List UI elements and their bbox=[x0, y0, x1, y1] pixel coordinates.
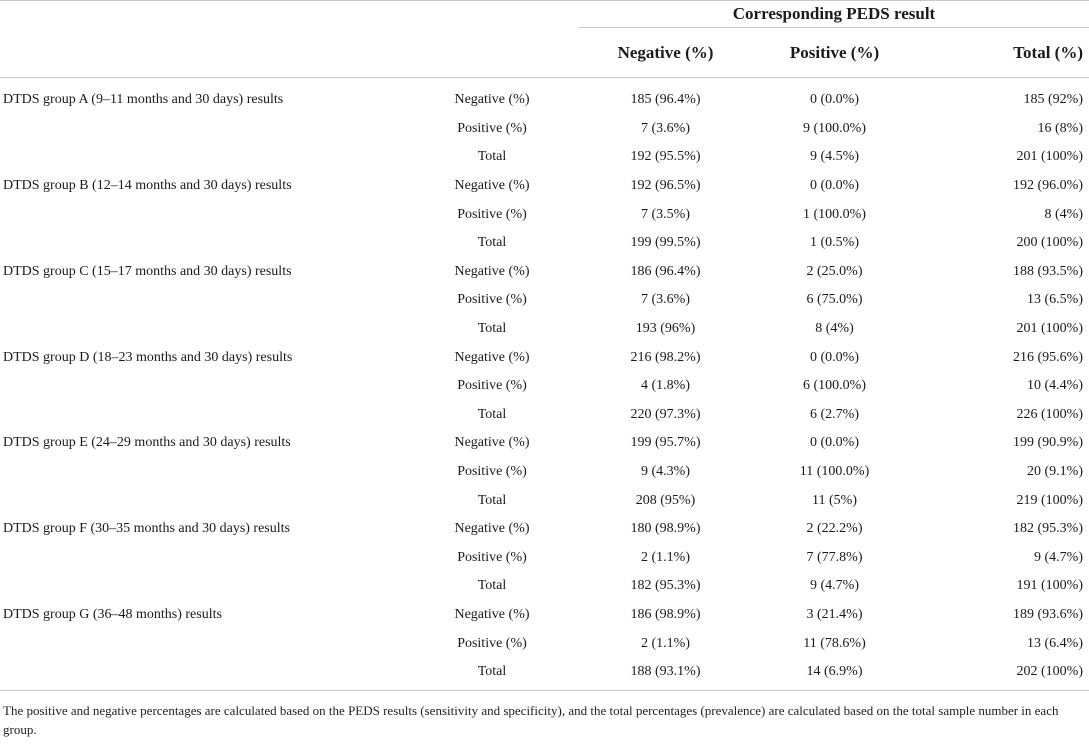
cell-positive: 9 (4.7%) bbox=[810, 578, 859, 594]
table-row bbox=[0, 315, 1089, 344]
group-label bbox=[0, 401, 405, 430]
group-label bbox=[0, 115, 405, 144]
row-category: Positive (%) bbox=[457, 206, 527, 222]
cell-total: 9 (4.7%) bbox=[1034, 549, 1084, 565]
group-label: DTDS group G (36–48 months) results bbox=[3, 606, 222, 622]
cell-total: 20 (9.1%) bbox=[1027, 464, 1084, 480]
row-category: Negative (%) bbox=[454, 435, 530, 451]
table-row bbox=[0, 486, 1089, 515]
cell-negative: 9 (4.3%) bbox=[641, 464, 690, 480]
group-label: DTDS group E (24–29 months and 30 days) results bbox=[3, 435, 291, 451]
row-category: Positive (%) bbox=[457, 549, 527, 565]
cell-positive: 14 (6.9%) bbox=[806, 664, 863, 680]
table-row bbox=[0, 143, 1089, 172]
table-row bbox=[0, 372, 1089, 401]
group-label bbox=[0, 315, 405, 344]
table-row bbox=[0, 115, 1089, 144]
table-row bbox=[0, 601, 1089, 630]
cell-negative: 208 (95%) bbox=[635, 492, 696, 508]
cell-total: 13 (6.5%) bbox=[1027, 292, 1084, 308]
cell-negative: 192 (95.5%) bbox=[630, 149, 701, 165]
row-category: Total bbox=[477, 578, 507, 594]
cell-negative: 4 (1.8%) bbox=[641, 378, 690, 394]
cell-total: 10 (4.4%) bbox=[1027, 378, 1084, 394]
cell-total: 200 (100%) bbox=[1016, 235, 1084, 251]
header-group-title: Corresponding PEDS result bbox=[579, 1, 1089, 28]
column-header-total: Total (%) bbox=[1013, 42, 1084, 62]
cell-positive: 11 (100.0%) bbox=[799, 464, 870, 480]
group-label bbox=[0, 200, 405, 229]
cell-positive: 0 (0.0%) bbox=[810, 349, 859, 365]
row-category: Negative (%) bbox=[454, 521, 530, 537]
cell-positive: 11 (5%) bbox=[812, 492, 857, 508]
group-label bbox=[0, 286, 405, 315]
cell-negative: 199 (99.5%) bbox=[630, 235, 701, 251]
table-row bbox=[0, 229, 1089, 258]
cell-positive: 2 (22.2%) bbox=[806, 521, 863, 537]
group-label bbox=[0, 143, 405, 172]
cell-negative: 193 (96%) bbox=[635, 321, 696, 337]
cell-positive: 9 (4.5%) bbox=[810, 149, 859, 165]
table-row bbox=[0, 258, 1089, 287]
cell-total: 191 (100%) bbox=[1016, 578, 1084, 594]
cell-negative: 186 (98.9%) bbox=[630, 606, 701, 622]
cell-total: 13 (6.4%) bbox=[1027, 635, 1084, 651]
cell-total: 201 (100%) bbox=[1016, 149, 1084, 165]
header-row-group bbox=[0, 1, 1089, 28]
table-row bbox=[0, 401, 1089, 430]
cell-total: 188 (93.5%) bbox=[1013, 263, 1084, 279]
row-category: Negative (%) bbox=[454, 263, 530, 279]
cell-positive: 11 (78.6%) bbox=[803, 635, 866, 651]
row-category: Total bbox=[477, 492, 507, 508]
table-footnote: The positive and negative percentages are calculated based on the PEDS results (sensitivity and specificity), and the total percentages (prevalence) are calculated based on the total sample number in each group. bbox=[3, 703, 1059, 738]
row-category: Positive (%) bbox=[457, 635, 527, 651]
table-row bbox=[0, 200, 1089, 229]
column-header-negative: Negative (%) bbox=[617, 42, 714, 62]
row-category: Total bbox=[477, 235, 507, 251]
cell-positive: 7 (77.8%) bbox=[806, 549, 863, 565]
table-row bbox=[0, 458, 1089, 487]
cell-total: 16 (8%) bbox=[1037, 120, 1084, 136]
cell-total: 185 (92%) bbox=[1023, 92, 1084, 108]
row-category: Positive (%) bbox=[457, 120, 527, 136]
cell-total: 216 (95.6%) bbox=[1013, 349, 1084, 365]
cell-total: 8 (4%) bbox=[1044, 206, 1084, 222]
table-row bbox=[0, 572, 1089, 601]
cell-negative: 199 (95.7%) bbox=[630, 435, 701, 451]
cell-total: 201 (100%) bbox=[1016, 321, 1084, 337]
table-row bbox=[0, 429, 1089, 458]
row-category: Positive (%) bbox=[457, 464, 527, 480]
cell-positive: 6 (75.0%) bbox=[806, 292, 863, 308]
cell-total: 226 (100%) bbox=[1016, 406, 1084, 422]
row-category: Negative (%) bbox=[454, 349, 530, 365]
cell-negative: 186 (96.4%) bbox=[630, 263, 701, 279]
cell-negative: 7 (3.5%) bbox=[641, 206, 690, 222]
group-label: DTDS group A (9–11 months and 30 days) results bbox=[3, 92, 284, 108]
cell-negative: 216 (98.2%) bbox=[630, 349, 701, 365]
cell-positive: 2 (25.0%) bbox=[806, 263, 863, 279]
table-row bbox=[0, 629, 1089, 658]
table-row bbox=[0, 343, 1089, 372]
row-category: Negative (%) bbox=[454, 178, 530, 194]
group-label bbox=[0, 229, 405, 258]
header-empty-cell bbox=[0, 1, 405, 28]
cell-total: 189 (93.6%) bbox=[1013, 606, 1084, 622]
cell-negative: 7 (3.6%) bbox=[641, 292, 690, 308]
group-label bbox=[0, 486, 405, 515]
table-row bbox=[0, 286, 1089, 315]
header-empty-cell bbox=[405, 1, 579, 28]
column-header-positive: Positive (%) bbox=[789, 42, 880, 62]
cell-total: 219 (100%) bbox=[1016, 492, 1084, 508]
cell-negative: 188 (93.1%) bbox=[630, 664, 701, 680]
cell-negative: 2 (1.1%) bbox=[641, 549, 690, 565]
header-row-columns bbox=[0, 28, 1089, 78]
table-body bbox=[0, 78, 1089, 687]
cell-positive: 0 (0.0%) bbox=[810, 92, 859, 108]
row-category: Total bbox=[477, 664, 507, 680]
cell-positive: 0 (0.0%) bbox=[810, 178, 859, 194]
group-label bbox=[0, 372, 405, 401]
table-header bbox=[0, 1, 1089, 78]
row-category: Positive (%) bbox=[457, 292, 527, 308]
row-category: Total bbox=[477, 321, 507, 337]
group-label bbox=[0, 658, 405, 687]
group-label: DTDS group F (30–35 months and 30 days) results bbox=[3, 521, 290, 537]
table-row bbox=[0, 544, 1089, 573]
cell-total: 192 (96.0%) bbox=[1013, 178, 1084, 194]
cell-total: 202 (100%) bbox=[1016, 664, 1084, 680]
cell-positive: 9 (100.0%) bbox=[803, 120, 866, 136]
cell-negative: 220 (97.3%) bbox=[630, 406, 701, 422]
group-label: DTDS group B (12–14 months and 30 days) results bbox=[3, 178, 292, 194]
cell-total: 182 (95.3%) bbox=[1013, 521, 1084, 537]
cell-positive: 1 (0.5%) bbox=[810, 235, 859, 251]
row-category: Total bbox=[477, 406, 507, 422]
header-empty-cell bbox=[0, 28, 405, 78]
table-row bbox=[0, 515, 1089, 544]
cell-negative: 185 (96.4%) bbox=[630, 92, 701, 108]
cell-negative: 180 (98.9%) bbox=[630, 521, 701, 537]
group-label: DTDS group D (18–23 months and 30 days) results bbox=[3, 349, 293, 365]
cell-negative: 2 (1.1%) bbox=[641, 635, 690, 651]
cell-positive: 1 (100.0%) bbox=[803, 206, 866, 222]
cell-positive: 8 (4%) bbox=[815, 321, 854, 337]
table-row bbox=[0, 172, 1089, 201]
table-row bbox=[0, 86, 1089, 115]
row-category: Negative (%) bbox=[454, 92, 530, 108]
group-label bbox=[0, 458, 405, 487]
cell-positive: 0 (0.0%) bbox=[810, 435, 859, 451]
row-category: Total bbox=[477, 149, 507, 165]
table-row bbox=[0, 658, 1089, 687]
row-category: Positive (%) bbox=[457, 378, 527, 394]
cell-total: 199 (90.9%) bbox=[1013, 435, 1084, 451]
group-label bbox=[0, 629, 405, 658]
row-category: Negative (%) bbox=[454, 606, 530, 622]
cell-positive: 3 (21.4%) bbox=[806, 606, 863, 622]
header-empty-cell bbox=[405, 28, 579, 78]
cell-negative: 7 (3.6%) bbox=[641, 120, 690, 136]
cell-negative: 182 (95.3%) bbox=[630, 578, 701, 594]
cell-positive: 6 (100.0%) bbox=[803, 378, 866, 394]
group-label bbox=[0, 572, 405, 601]
cell-negative: 192 (96.5%) bbox=[630, 178, 701, 194]
group-label: DTDS group C (15–17 months and 30 days) results bbox=[3, 263, 292, 279]
group-label bbox=[0, 544, 405, 573]
cell-positive: 6 (2.7%) bbox=[810, 406, 859, 422]
